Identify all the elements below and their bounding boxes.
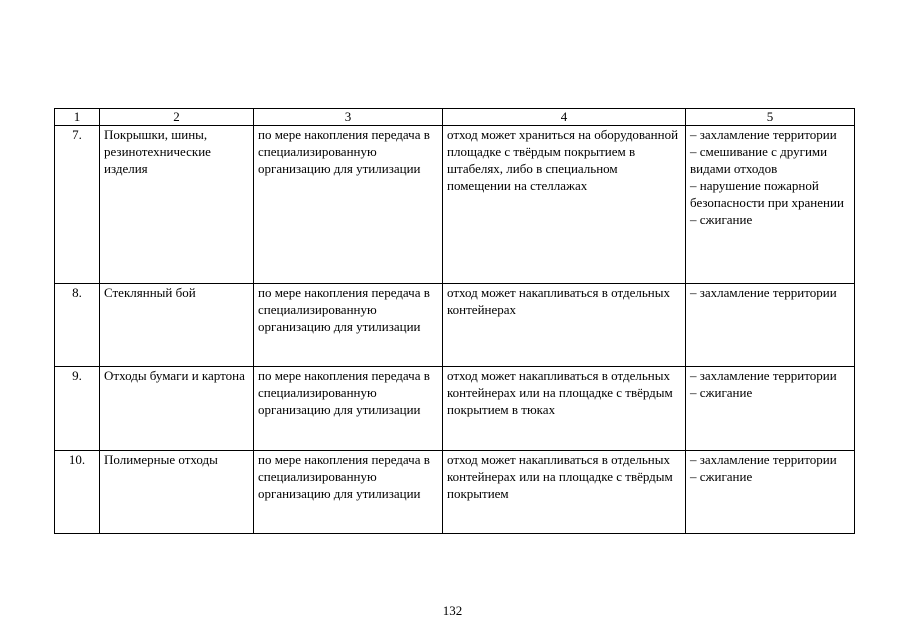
header-cell-5: 5 xyxy=(686,109,855,126)
violations xyxy=(686,451,855,534)
header-cell-2: 2 xyxy=(100,109,254,126)
waste-name: Полимерные отходы xyxy=(100,451,254,534)
violation-item: – сжигание xyxy=(690,385,753,400)
table-row xyxy=(55,451,855,534)
row-number: 7. xyxy=(55,126,100,284)
violation-item: – сжигание xyxy=(690,469,753,484)
violation-item: – захламление территории xyxy=(690,368,837,383)
removal-frequency: по мере накопления передача в специализированную организацию для утилизации xyxy=(254,367,443,451)
violation-item: – захламление территории xyxy=(690,127,837,142)
table-row xyxy=(55,126,855,284)
table-row xyxy=(55,367,855,451)
storage-conditions: отход может накапливаться в отдельных контейнерах или на площадке с твёрдым покрытием в тюках xyxy=(443,367,686,451)
row-number: 10. xyxy=(55,451,100,534)
row-number: 9. xyxy=(55,367,100,451)
page-number: 132 xyxy=(442,603,463,618)
violation-item: – захламление территории xyxy=(690,452,837,467)
violations xyxy=(686,284,855,367)
header-cell-3: 3 xyxy=(254,109,443,126)
removal-frequency: по мере накопления передача в специализированную организацию для утилизации xyxy=(254,126,443,284)
violation-item: – сжигание xyxy=(690,212,753,227)
storage-conditions: отход может накапливаться в отдельных контейнерах или на площадке с твёрдым покрытием xyxy=(443,451,686,534)
waste-handling-table xyxy=(54,108,855,534)
header-cell-1: 1 xyxy=(55,109,100,126)
violation-item: – смешивание с другими видами отходов xyxy=(690,144,828,176)
waste-name: Отходы бумаги и картона xyxy=(100,367,254,451)
waste-name: Стеклянный бой xyxy=(100,284,254,367)
row-number: 8. xyxy=(55,284,100,367)
waste-name: Покрышки, шины, резинотехнические изделия xyxy=(100,126,254,284)
storage-conditions: отход может накапливаться в отдельных контейнерах xyxy=(443,284,686,367)
violation-item: – захламление территории xyxy=(690,285,837,300)
violations xyxy=(686,126,855,284)
removal-frequency: по мере накопления передача в специализированную организацию для утилизации xyxy=(254,451,443,534)
removal-frequency: по мере накопления передача в специализированную организацию для утилизации xyxy=(254,284,443,367)
violation-item: – нарушение пожарной безопасности при хранении xyxy=(690,178,844,210)
table-row xyxy=(55,284,855,367)
storage-conditions: отход может храниться на оборудованной площадке с твёрдым покрытием в штабелях, либо в специальном помещении на стеллажах xyxy=(443,126,686,284)
header-row xyxy=(55,109,855,126)
violations xyxy=(686,367,855,451)
header-cell-4: 4 xyxy=(443,109,686,126)
